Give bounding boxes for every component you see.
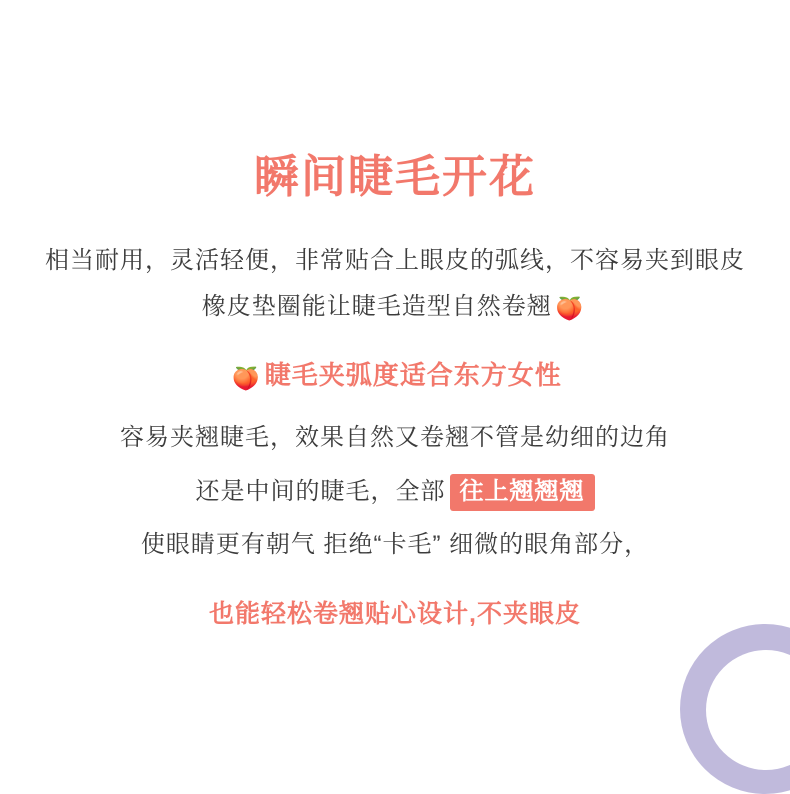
intro-line-2: 橡皮垫圈能让睫毛造型自然卷翘 (201, 292, 552, 320)
peach-icon: 🍑 (232, 366, 261, 392)
body-line-2-row (0, 469, 790, 515)
intro-line-2-row (0, 284, 790, 330)
page-title: 瞬间睫毛开花 (253, 151, 536, 202)
body-line-2: 还是中间的睫毛，全部 (195, 477, 446, 505)
body-line-1: 容易夹翘睫毛，效果自然又卷翘不管是幼细的边角 (120, 423, 670, 451)
highlight-badge: 往上翘翘翘 (450, 474, 595, 511)
body-line-3: 使眼睛更有朝气 拒绝“卡毛” 细微的眼角部分， (140, 531, 650, 559)
peach-icon: 🍑 (555, 295, 585, 321)
section-subheading (0, 355, 790, 397)
section-subheading-text: 睫毛夹弧度适合东方女性 (264, 360, 562, 391)
intro-line-1: 相当耐用，灵活轻便，非常贴合上眼皮的弧线，不容易夹到眼皮 (45, 247, 745, 274)
closing-line: 也能轻松卷翘贴心设计,不夹眼皮 (209, 599, 581, 628)
